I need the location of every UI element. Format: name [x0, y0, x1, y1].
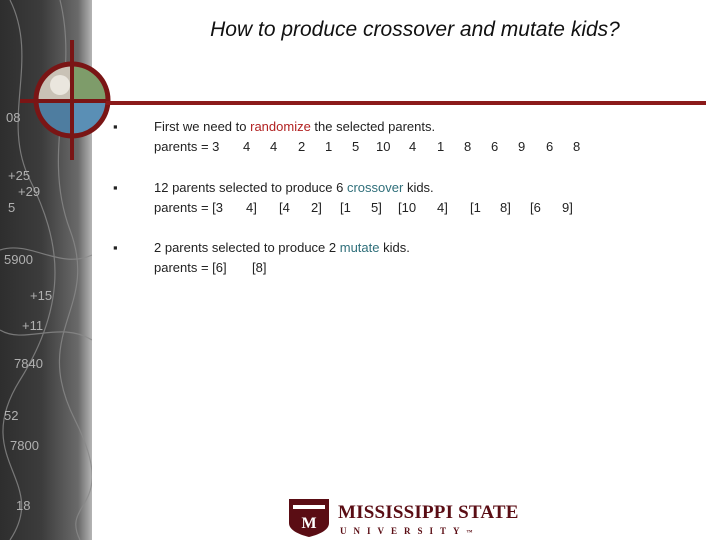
title-underline-rule	[106, 101, 706, 105]
svg-text:18: 18	[16, 498, 31, 513]
bullet-2-prefix: 12 parents selected to produce 6	[154, 180, 347, 195]
bullet-2-value: 4]	[246, 200, 257, 215]
svg-text:5900: 5900	[4, 252, 33, 267]
bullet-2-suffix: kids.	[403, 180, 434, 195]
bullet-2-label: parents = [3	[154, 200, 224, 215]
svg-text:+25: +25	[8, 168, 31, 183]
msu-shield-icon	[287, 497, 331, 537]
svg-text:5: 5	[8, 200, 16, 215]
bullet-1-value: 9	[518, 139, 526, 154]
bullet-1-value: 5	[352, 139, 360, 154]
svg-text:52: 52	[4, 408, 19, 423]
svg-text:7840: 7840	[14, 356, 43, 371]
bullet-1-value: 4	[243, 139, 251, 154]
bullet-1-value: 10	[376, 139, 391, 154]
bullet-3-suffix: kids.	[379, 240, 410, 255]
bullet-2-value: [1	[470, 200, 481, 215]
bullet-2-value: [6	[530, 200, 541, 215]
bullet-2-value: 4]	[437, 200, 448, 215]
bullet-1-value: 8	[573, 139, 581, 154]
svg-text:+11: +11	[22, 318, 44, 333]
bullet-marker: ▪	[113, 180, 118, 195]
bullet-2-value: [10	[398, 200, 417, 215]
bullet-3-prefix: 2 parents selected to produce 2	[154, 240, 340, 255]
bullet-1-suffix: the selected parents.	[310, 119, 436, 134]
map-label: 08	[6, 110, 21, 125]
bullet-1-prefix: First we need to	[154, 119, 251, 134]
bullet-1-value: 4	[270, 139, 278, 154]
bullet-marker: ▪	[113, 119, 118, 134]
bullet-1-text	[154, 119, 435, 134]
bullet-3-highlight: mutate	[339, 240, 380, 255]
bullet-2-value: 2]	[311, 200, 322, 215]
logo-subtitle-text: UNIVERSITY	[340, 526, 467, 536]
svg-text:7800: 7800	[10, 438, 39, 453]
bullet-2-value: [4	[279, 200, 290, 215]
bullet-1-value: 6	[546, 139, 554, 154]
bullet-2-value: [1	[340, 200, 351, 215]
svg-text:+29: +29	[18, 184, 41, 199]
logo-wordmark: MISSISSIPPI STATE	[338, 502, 519, 523]
bullet-1-value: 4	[409, 139, 417, 154]
svg-text:M: M	[301, 515, 317, 532]
bullet-1-value: 6	[491, 139, 499, 154]
bullet-2-value: 9]	[562, 200, 573, 215]
bullet-1-highlight: randomize	[250, 119, 311, 134]
bullet-2-highlight: crossover	[346, 180, 404, 195]
bullet-1-label: parents = 3	[154, 139, 220, 154]
bullet-3-value: [8]	[252, 260, 267, 275]
bullet-2-value: 8]	[500, 200, 511, 215]
bullet-3-text	[154, 240, 410, 255]
svg-text:+15: +15	[30, 288, 53, 303]
bullet-1-value: 1	[437, 139, 445, 154]
bullet-2-value: 5]	[371, 200, 382, 215]
bullet-1-value: 8	[464, 139, 472, 154]
bullet-1-value: 2	[298, 139, 306, 154]
page-title: How to produce crossover and mutate kids?	[210, 18, 620, 41]
bullet-3-label: parents = [6]	[154, 260, 227, 275]
trademark-mark: ™	[466, 530, 473, 536]
bullet-marker: ▪	[113, 240, 118, 255]
logo-subtitle	[340, 526, 473, 536]
bullet-2-text	[154, 180, 434, 195]
bullet-1-value: 1	[325, 139, 333, 154]
